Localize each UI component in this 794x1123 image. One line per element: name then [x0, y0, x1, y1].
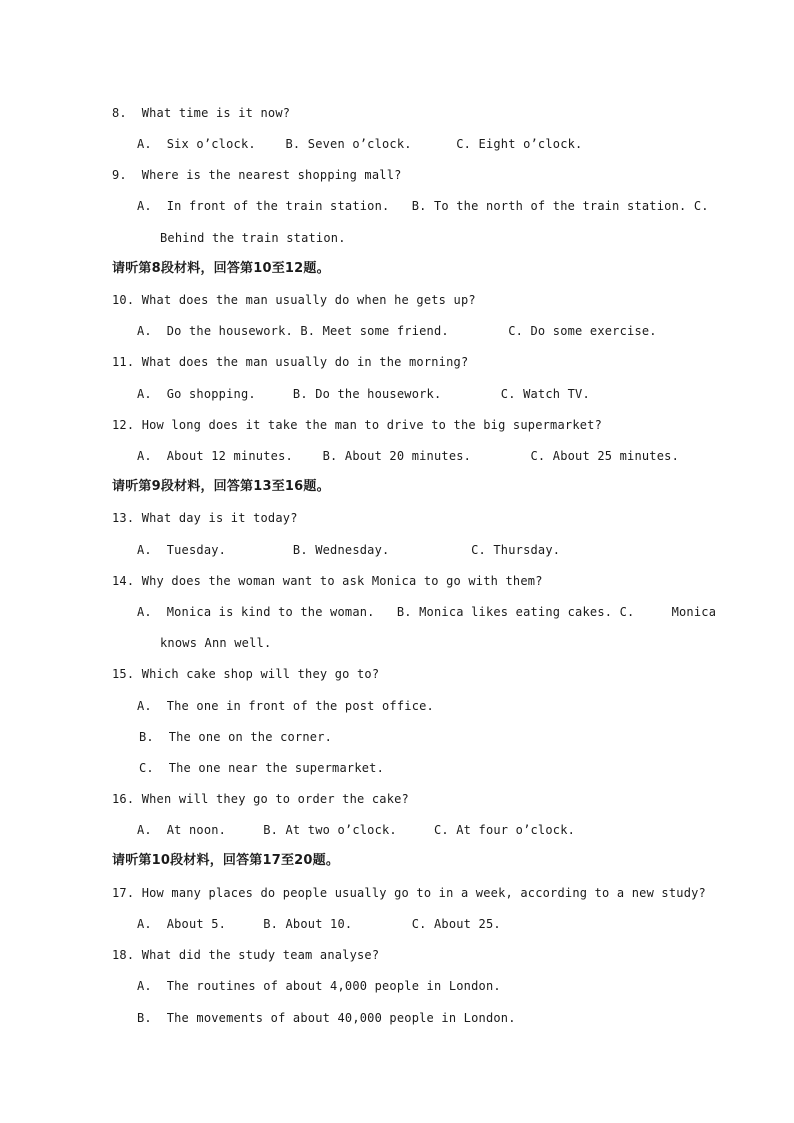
- question-11-stem: 11. What does the man usually do in the morning?: [112, 355, 469, 369]
- question-13-stem: 13. What day is it today?: [112, 511, 298, 525]
- question-16-options: A. At noon. B. At two o’clock. C. At four o’clock.: [137, 823, 576, 837]
- question-18-option-b: B. The movements of about 40,000 people in London.: [137, 1011, 516, 1025]
- question-17-stem: 17. How many places do people usually go to in a week, according to a new study?: [112, 886, 706, 900]
- section-10-heading: 请听第10段材料，回答第17至20题。: [112, 853, 340, 868]
- question-14-options-line2: knows Ann well.: [160, 636, 272, 650]
- question-17-options: A. About 5. B. About 10. C. About 25.: [137, 917, 501, 931]
- question-10-options: A. Do the housework. B. Meet some friend. C. Do some exercise.: [137, 324, 657, 338]
- question-12-options: A. About 12 minutes. B. About 20 minutes. C. About 25 minutes.: [137, 449, 679, 463]
- question-8-stem: 8. What time is it now?: [112, 106, 291, 120]
- question-13-options: A. Tuesday. B. Wednesday. C. Thursday.: [137, 543, 561, 557]
- question-14-options-line1: A. Monica is kind to the woman. B. Monica likes eating cakes. C. Monica: [137, 605, 717, 619]
- question-11-options: A. Go shopping. B. Do the housework. C. Watch TV.: [137, 387, 590, 401]
- question-9-options-line1: A. In front of the train station. B. To the north of the train station. C.: [137, 199, 709, 213]
- question-15-option-b: B. The one on the corner.: [139, 730, 333, 744]
- question-12-stem: 12. How long does it take the man to drive to the big supermarket?: [112, 418, 603, 432]
- question-15-option-c: C. The one near the supermarket.: [139, 761, 385, 775]
- section-9-heading: 请听第9段材料，回答第13至16题。: [112, 479, 330, 494]
- question-15-stem: 15. Which cake shop will they go to?: [112, 667, 380, 681]
- question-10-stem: 10. What does the man usually do when he gets up?: [112, 293, 476, 307]
- section-8-heading: 请听第8段材料，回答第10至12题。: [112, 261, 330, 276]
- question-18-stem: 18. What did the study team analyse?: [112, 948, 380, 962]
- question-9-options-line2: Behind the train station.: [160, 231, 346, 245]
- question-8-options: A. Six o’clock. B. Seven o’clock. C. Eight o’clock.: [137, 137, 583, 151]
- question-14-stem: 14. Why does the woman want to ask Monica to go with them?: [112, 574, 543, 588]
- question-9-stem: 9. Where is the nearest shopping mall?: [112, 168, 402, 182]
- question-18-option-a: A. The routines of about 4,000 people in London.: [137, 979, 501, 993]
- question-15-option-a: A. The one in front of the post office.: [137, 699, 434, 713]
- question-16-stem: 16. When will they go to order the cake?: [112, 792, 409, 806]
